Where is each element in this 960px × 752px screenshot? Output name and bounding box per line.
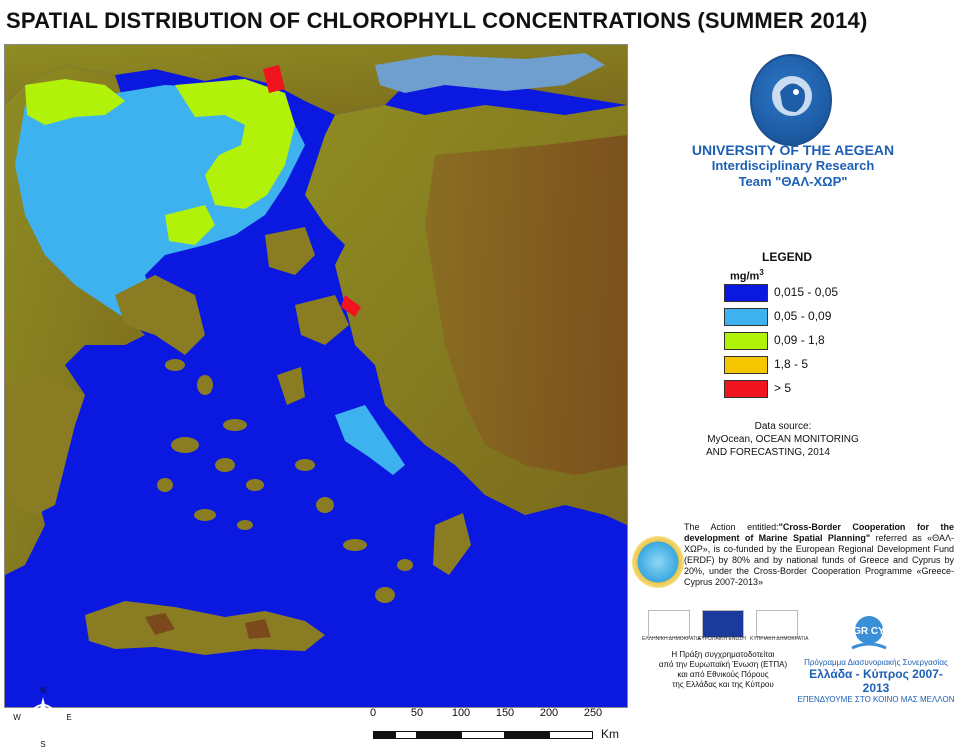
scale-segment [373,731,395,739]
grcy-logo [846,610,892,656]
scale-tick-label: 100 [451,707,471,719]
scale-tick-label: 250 [583,707,603,719]
legend-label: 0,015 - 0,05 [774,285,839,299]
action-description [684,522,954,588]
scale-tick-label: 0 [369,707,377,719]
scale-tick-label: 200 [539,707,559,719]
programme-block [796,658,956,704]
cyprus-emblem-icon [756,610,798,638]
legend-label: 1,8 - 5 [774,357,809,371]
partner-logo-caption: ΚΥΠΡΙΑΚΗ ΔΗΜΟΚΡΑΤΙΑ [750,636,809,642]
funding-line3: και από Εθνικούς Πόρους [677,670,769,679]
data-source-heading: Data source: [754,421,812,432]
compass-east: E [66,713,72,722]
institution-name: UNIVERSITY OF THE AEGEAN [691,142,895,158]
funding-line4: της Ελλάδας και της Κύπρου [672,680,774,689]
action-name: "Cross-Border Cooperation for the development of Marine Spatial Planning" [684,522,954,543]
legend-swatch [724,380,768,398]
legend-swatch [724,356,768,374]
funding-line1: Η Πράξη συγχρηματοδοτείται [671,650,775,659]
legend-swatch [724,308,768,326]
scale-tick-label: 50 [410,707,424,719]
legend-swatch [724,332,768,350]
compass-icon [13,683,73,747]
university-logo [750,54,832,146]
legend-swatch [724,284,768,302]
legend-unit [730,268,764,283]
legend-unit-base: mg/m [730,270,760,283]
scale-segment [417,731,461,739]
greek-emblem-icon [648,610,690,638]
info-panel [628,44,956,706]
legend-title: LEGEND [762,250,813,264]
programme-line3: ΕΠΕΝΔΥΟΥΜΕ ΣΤΟ ΚΟΙΝΟ ΜΑΣ ΜΕΛΛΟΝ [797,695,955,704]
partner-logo-caption: ΕΛΛΗΝΙΚΗ ΔΗΜΟΚΡΑΤΙΑ [642,636,701,642]
institution-team-line2: Team "ΘΑΛ-ΧΩΡ" [738,174,848,189]
compass-north: N [40,686,46,695]
scale-tick-label: 150 [495,707,515,719]
grcy-badge-text: GR CY [853,626,885,637]
scale-segment [549,731,593,739]
chlorophyll-map[interactable] [4,44,628,749]
partner-logos [642,610,809,644]
data-source [668,420,898,459]
scale-segment [461,731,505,739]
scale-bar [365,707,625,747]
legend-label: 0,05 - 0,09 [774,309,832,323]
coin-icon [752,56,830,144]
scale-unit: Km [601,727,619,741]
data-source-line2: AND FORECASTING, 2014 [706,447,830,458]
legend-unit-exp: 3 [759,268,764,277]
legend-label: 0,09 - 1,8 [774,333,825,347]
map-title: SPATIAL DISTRIBUTION OF CHLOROPHYLL CONCENTRATIONS (SUMMER 2014) [6,8,868,33]
compass-south: S [40,740,46,749]
scale-segment [505,731,549,739]
action-body: referred as «ΘΑΛ-ΧΩΡ», is co-funded by the European Regional Development Fund (ERDF) by 80% and by national funds of Greece and Cyprus by 20%, under the Cross-Border Cooperation Programme «Greece-Cyprus 2007-2013» [684,533,954,587]
legend-label: > 5 [774,381,792,395]
partner-logo-caption: ΕΥΡΩΠΑΪΚΗ ΕΝΩΣΗ [698,636,746,642]
eu-flag-icon [702,610,744,638]
scale-segment [395,731,417,739]
data-source-line1: MyOcean, OCEAN MONITORING [707,434,859,445]
grcy-icon [846,610,892,656]
institution-block [668,142,918,190]
programme-line1: Πρόγραμμα Διασυνοριακής Συνεργασίας [804,658,948,667]
programme-line2: Ελλάδα - Κύπρος 2007-2013 [809,667,943,695]
funding-line2: από την Ευρωπαϊκή Ένωση (ΕΤΠΑ) [658,660,788,669]
thal-chor-badge-icon [632,536,684,588]
compass-west: W [13,713,21,722]
map-canvas [5,45,627,707]
action-intro: The Action entitled: [684,522,779,532]
funding-statement [638,650,808,690]
north-arrow [13,683,73,747]
institution-team-line1: Interdisciplinary Research [711,158,875,173]
